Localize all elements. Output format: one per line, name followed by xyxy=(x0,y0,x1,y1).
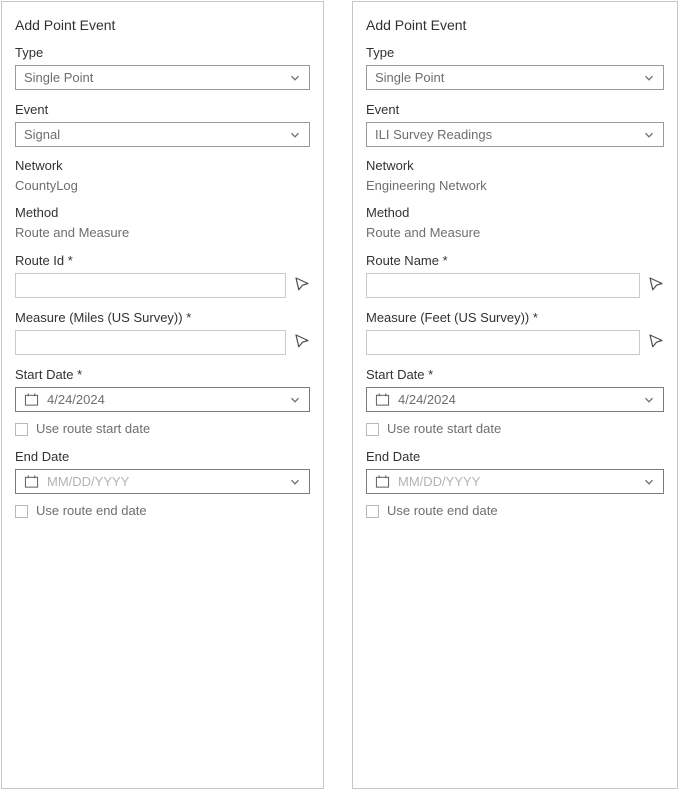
type-label: Type xyxy=(15,45,44,60)
measure-input[interactable] xyxy=(15,330,286,355)
calendar-icon xyxy=(24,392,39,407)
start-date-label: Start Date * xyxy=(15,367,83,382)
method-label: Method xyxy=(366,205,410,220)
use-route-start-date-checkbox[interactable] xyxy=(15,423,28,436)
chevron-down-icon xyxy=(289,129,301,141)
calendar-icon xyxy=(375,474,390,489)
event-selected-value: ILI Survey Readings xyxy=(375,127,493,142)
page-title: Add Point Event xyxy=(366,17,467,33)
start-date-picker[interactable] xyxy=(15,387,310,412)
map-pointer-arrow-icon xyxy=(294,276,310,295)
end-date-label: End Date xyxy=(366,449,421,464)
use-route-end-date-row[interactable] xyxy=(366,503,664,519)
chevron-down-icon xyxy=(289,394,301,406)
event-field-group xyxy=(366,102,664,147)
start-date-value: 4/24/2024 xyxy=(47,392,105,407)
type-label: Type xyxy=(366,45,395,60)
pick-route-from-map-button[interactable] xyxy=(293,277,310,294)
route-field-group xyxy=(366,253,664,298)
start-date-picker[interactable] xyxy=(366,387,664,412)
use-route-start-date-row[interactable] xyxy=(366,421,664,437)
event-select[interactable] xyxy=(366,122,664,147)
route-input[interactable] xyxy=(15,273,286,298)
type-selected-value: Single Point xyxy=(24,70,94,85)
use-route-end-date-checkbox[interactable] xyxy=(366,505,379,518)
method-readonly-group xyxy=(15,205,310,241)
map-pointer-arrow-icon xyxy=(648,333,664,352)
pick-measure-from-map-button[interactable] xyxy=(647,334,664,351)
network-label: Network xyxy=(15,158,63,173)
end-date-placeholder: MM/DD/YYYY xyxy=(398,474,481,489)
type-selected-value: Single Point xyxy=(375,70,445,85)
add-point-event-panel-right xyxy=(352,1,678,789)
network-value: Engineering Network xyxy=(366,178,487,193)
event-field-group xyxy=(15,102,310,147)
event-label: Event xyxy=(366,102,400,117)
network-readonly-group xyxy=(366,158,664,194)
end-date-field-group xyxy=(15,449,310,494)
chevron-down-icon xyxy=(289,72,301,84)
chevron-down-icon xyxy=(643,394,655,406)
page-title: Add Point Event xyxy=(15,17,116,33)
event-select[interactable] xyxy=(15,122,310,147)
type-field-group xyxy=(366,45,664,90)
calendar-icon xyxy=(24,474,39,489)
network-label: Network xyxy=(366,158,414,173)
start-date-field-group xyxy=(366,367,664,412)
end-date-picker[interactable] xyxy=(366,469,664,494)
use-route-start-date-label: Use route start date xyxy=(36,421,151,436)
type-select[interactable] xyxy=(366,65,664,90)
map-pointer-arrow-icon xyxy=(294,333,310,352)
route-label: Route Id * xyxy=(15,253,73,268)
chevron-down-icon xyxy=(289,476,301,488)
start-date-value: 4/24/2024 xyxy=(398,392,456,407)
method-readonly-group xyxy=(366,205,664,241)
map-pointer-arrow-icon xyxy=(648,276,664,295)
event-label: Event xyxy=(15,102,49,117)
type-select[interactable] xyxy=(15,65,310,90)
route-input[interactable] xyxy=(366,273,640,298)
add-point-event-panel-left xyxy=(1,1,324,789)
chevron-down-icon xyxy=(643,476,655,488)
network-readonly-group xyxy=(15,158,310,194)
method-value: Route and Measure xyxy=(15,225,130,240)
pick-route-from-map-button[interactable] xyxy=(647,277,664,294)
use-route-start-date-label: Use route start date xyxy=(387,421,502,436)
use-route-end-date-row[interactable] xyxy=(15,503,310,519)
calendar-icon xyxy=(375,392,390,407)
type-field-group xyxy=(15,45,310,90)
chevron-down-icon xyxy=(643,129,655,141)
end-date-field-group xyxy=(366,449,664,494)
end-date-placeholder: MM/DD/YYYY xyxy=(47,474,130,489)
measure-field-group xyxy=(366,310,664,355)
end-date-label: End Date xyxy=(15,449,70,464)
start-date-label: Start Date * xyxy=(366,367,434,382)
event-selected-value: Signal xyxy=(24,127,61,142)
method-label: Method xyxy=(15,205,59,220)
measure-label: Measure (Feet (US Survey)) * xyxy=(366,310,538,325)
route-label: Route Name * xyxy=(366,253,448,268)
network-value: CountyLog xyxy=(15,178,78,193)
chevron-down-icon xyxy=(643,72,655,84)
start-date-field-group xyxy=(15,367,310,412)
use-route-start-date-checkbox[interactable] xyxy=(366,423,379,436)
measure-label: Measure (Miles (US Survey)) * xyxy=(15,310,192,325)
use-route-end-date-label: Use route end date xyxy=(36,503,147,518)
measure-input[interactable] xyxy=(366,330,640,355)
method-value: Route and Measure xyxy=(366,225,481,240)
use-route-start-date-row[interactable] xyxy=(15,421,310,437)
use-route-end-date-checkbox[interactable] xyxy=(15,505,28,518)
measure-field-group xyxy=(15,310,310,355)
route-field-group xyxy=(15,253,310,298)
use-route-end-date-label: Use route end date xyxy=(387,503,498,518)
pick-measure-from-map-button[interactable] xyxy=(293,334,310,351)
end-date-picker[interactable] xyxy=(15,469,310,494)
